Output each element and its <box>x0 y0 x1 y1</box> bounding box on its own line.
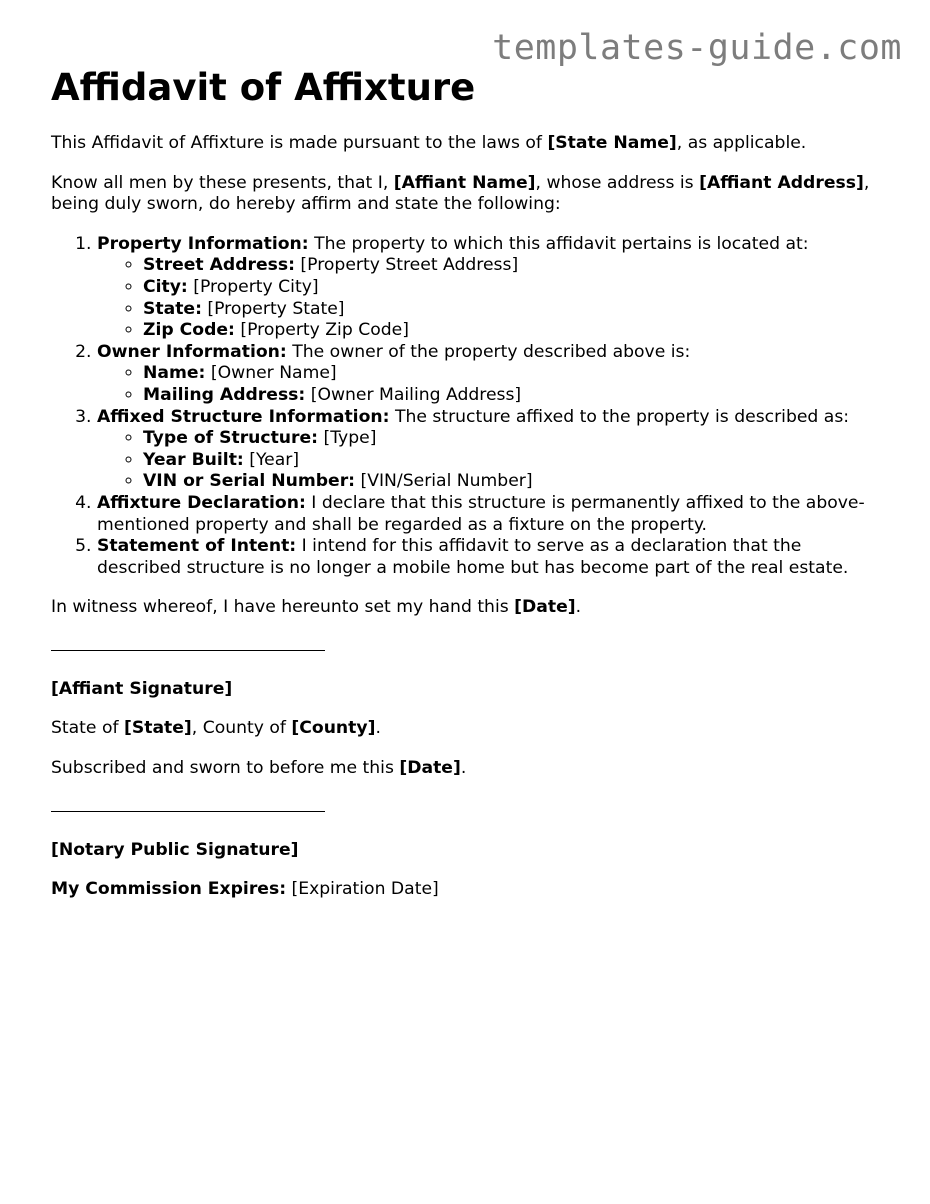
item-heading: Owner Information: <box>97 341 287 362</box>
item-text: I declare that this structure is permanently affixed to the above-mentioned property and shall be regarded as a fixture on the property. <box>97 492 865 535</box>
witness-paragraph <box>51 597 881 619</box>
item-text: The structure affixed to the property is described as: <box>389 406 850 427</box>
item-text: The owner of the property described above is: <box>286 341 691 362</box>
field-value: [Property Street Address] <box>294 255 519 276</box>
item-heading: Affixture Declaration: <box>97 492 306 513</box>
field-label: Type of Structure: <box>143 428 319 449</box>
list-item-statement-of-intent <box>97 536 881 579</box>
venue-suffix: . <box>375 718 381 739</box>
notary-signature-line <box>51 811 325 812</box>
field-label: VIN or Serial Number: <box>143 471 356 492</box>
field-value: [Owner Mailing Address] <box>305 384 522 405</box>
list-item-owner-information <box>97 342 881 407</box>
list-item <box>143 450 881 472</box>
list-item <box>143 255 881 277</box>
commission-label: My Commission Expires: <box>51 879 287 900</box>
know-all-prefix: Know all men by these presents, that I, <box>51 172 394 193</box>
structure-details-list <box>97 428 881 493</box>
list-item <box>143 299 881 321</box>
item-text: I intend for this affidavit to serve as a declaration that the described structure is no longer a mobile home but has become part of the real estate. <box>97 536 849 578</box>
list-item <box>143 385 881 407</box>
intro-suffix: , as applicable. <box>676 133 807 153</box>
list-item <box>143 320 881 342</box>
affiant-signature-line <box>51 650 325 651</box>
venue-state-placeholder: [State] <box>124 718 192 739</box>
document-page <box>51 66 881 919</box>
item-heading: Affixed Structure Information: <box>97 406 390 427</box>
owner-details-list <box>97 363 881 406</box>
venue-state-prefix: State of <box>51 718 124 739</box>
commission-paragraph <box>51 879 881 901</box>
list-item-affixed-structure-information <box>97 407 881 493</box>
watermark: templates-guide.com <box>492 28 902 68</box>
notary-signature-placeholder: [Notary Public Signature] <box>51 839 299 860</box>
item-text: The property to which this affidavit pertains is located at: <box>308 233 809 254</box>
witness-suffix: . <box>575 597 582 618</box>
witness-prefix: In witness whereof, I have hereunto set my hand this <box>51 597 515 618</box>
notary-signature-label <box>51 840 881 862</box>
field-value: [Property Zip Code] <box>234 320 409 341</box>
commission-value: [Expiration Date] <box>286 879 439 900</box>
field-label: City: <box>143 276 188 297</box>
subscribed-paragraph <box>51 758 881 780</box>
field-value: [Property City] <box>187 276 319 297</box>
subscribed-suffix: . <box>460 758 467 779</box>
affiant-signature-label <box>51 679 881 701</box>
field-value: [VIN/Serial Number] <box>355 471 533 492</box>
list-item <box>143 363 881 385</box>
field-label: Zip Code: <box>143 320 235 341</box>
field-label: State: <box>143 298 202 319</box>
list-item <box>143 277 881 299</box>
know-all-paragraph <box>51 173 881 216</box>
affiant-address-placeholder: [Affiant Address] <box>699 172 864 193</box>
venue-county-prefix: , County of <box>191 718 292 739</box>
page-title: Affidavit of Affixture <box>51 66 476 109</box>
field-label: Name: <box>143 363 206 384</box>
affiant-name-placeholder: [Affiant Name] <box>393 172 536 193</box>
field-value: [Property State] <box>201 298 345 319</box>
venue-county-placeholder: [County] <box>291 718 376 739</box>
item-heading: Statement of Intent: <box>97 536 297 557</box>
field-value: [Type] <box>318 428 377 449</box>
know-all-middle: , whose address is <box>535 172 700 193</box>
list-item-property-information <box>97 234 881 342</box>
list-item <box>143 471 881 493</box>
subscribed-date-placeholder: [Date] <box>399 758 461 779</box>
item-heading: Property Information: <box>97 233 309 254</box>
field-label: Year Built: <box>143 449 244 470</box>
field-value: [Owner Name] <box>205 363 337 384</box>
field-value: [Year] <box>243 449 300 470</box>
know-all-suffix: , being duly sworn, do hereby affirm and state the following: <box>51 172 870 215</box>
affiant-signature-placeholder: [Affiant Signature] <box>51 678 233 699</box>
list-item-affixture-declaration <box>97 493 881 536</box>
property-details-list <box>97 255 881 341</box>
witness-date-placeholder: [Date] <box>514 597 576 618</box>
field-label: Mailing Address: <box>143 384 306 405</box>
venue-paragraph <box>51 718 881 740</box>
state-name-placeholder: [State Name] <box>547 133 677 153</box>
intro-prefix: This Affidavit of Affixture is made pursuant to the laws of <box>51 133 548 153</box>
statement-list <box>51 234 881 580</box>
subscribed-prefix: Subscribed and sworn to before me this <box>51 758 400 779</box>
field-label: Street Address: <box>143 255 295 276</box>
intro-paragraph <box>51 133 881 155</box>
list-item <box>143 428 881 450</box>
